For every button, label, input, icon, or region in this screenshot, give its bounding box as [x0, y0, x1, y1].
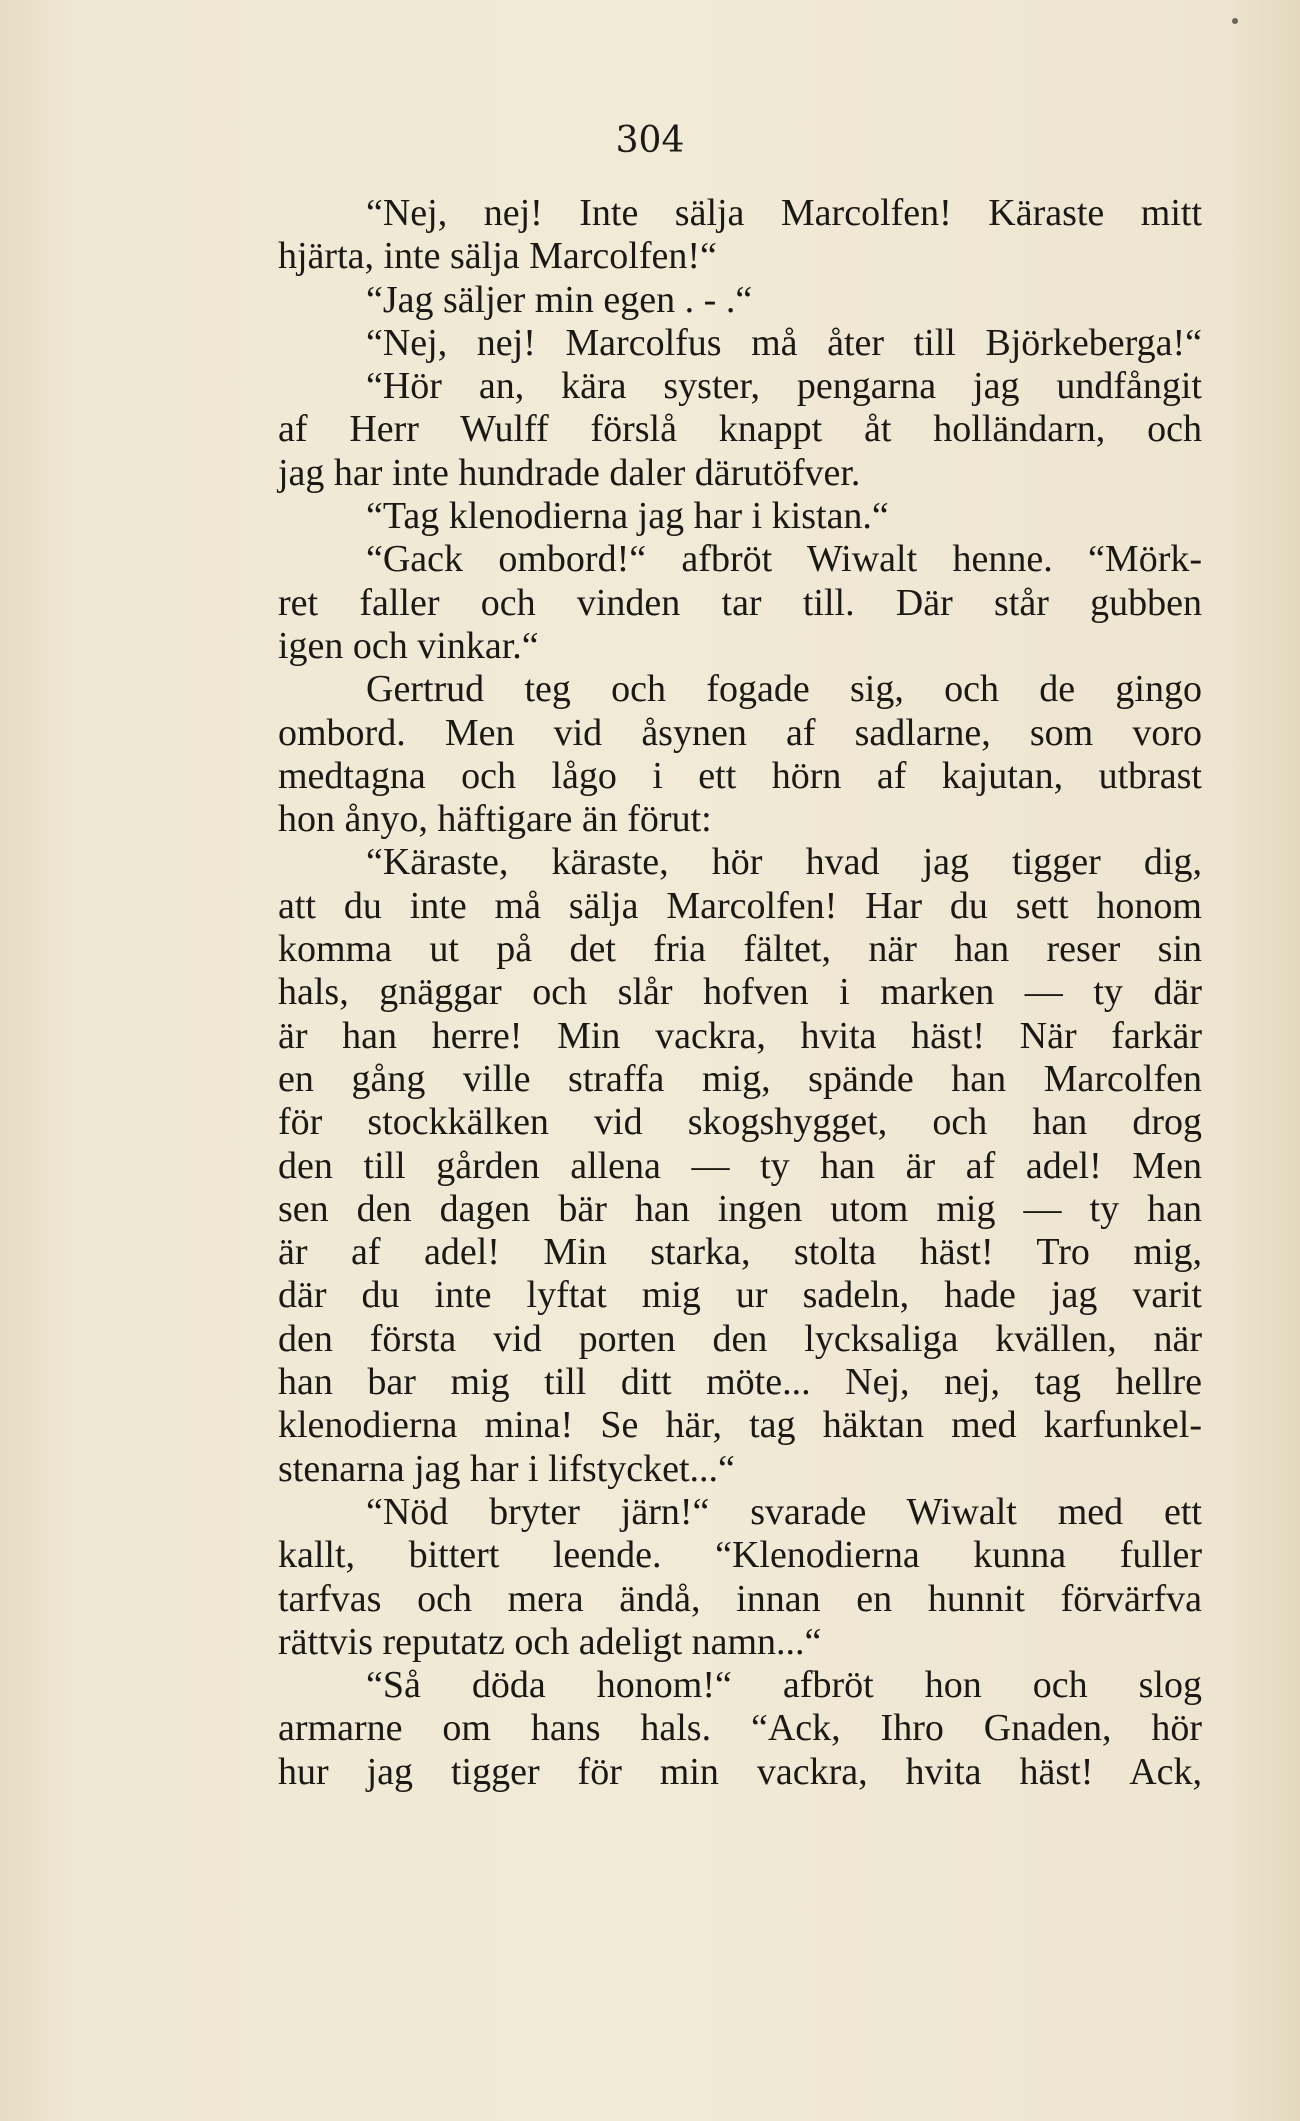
text-line: sen den dagen bär han ingen utom mig — ty han: [278, 1187, 1202, 1230]
text-line: “Hör an, kära syster, pengarna jag undfångit: [366, 365, 1202, 408]
text-line: är af adel! Min starka, stolta häst! Tro mig,: [278, 1231, 1202, 1274]
paper-speck: [1232, 18, 1238, 24]
text-line: han bar mig till ditt möte... Nej, nej, tag hellre: [278, 1361, 1202, 1404]
text-line: “Så döda honom!“ afbröt hon och slog: [366, 1664, 1202, 1707]
text-line: där du inte lyftat mig ur sadeln, hade jag varit: [278, 1274, 1202, 1317]
text-line: stenarna jag har i lifstycket...“: [278, 1447, 735, 1490]
text-line: jag har inte hundrade daler därutöfver.: [278, 451, 861, 494]
text-line: hur jag tigger för min vackra, hvita häst! Ack,: [278, 1750, 1202, 1793]
text-line: komma ut på det fria fältet, när han reser sin: [278, 928, 1202, 971]
text-line: “Käraste, käraste, hör hvad jag tigger dig,: [366, 841, 1202, 884]
text-line: tarfvas och mera ändå, innan en hunnit förvärfva: [278, 1577, 1202, 1620]
text-line: klenodierna mina! Se här, tag häktan med karfunkel-: [278, 1404, 1202, 1447]
text-line: är han herre! Min vackra, hvita häst! När farkär: [278, 1014, 1202, 1057]
text-line: “Gack ombord!“ afbröt Wiwalt henne. “Mörk-: [366, 538, 1202, 581]
text-line: en gång ville straffa mig, spände han Marcolfen: [278, 1057, 1202, 1100]
body-text: [278, 192, 1202, 1794]
text-line: “Nöd bryter järn!“ svarade Wiwalt med ett: [366, 1490, 1202, 1533]
text-line: för stockkälken vid skogshygget, och han drog: [278, 1101, 1202, 1144]
text-line: “Tag klenodierna jag har i kistan.“: [366, 495, 889, 538]
text-line: den första vid porten den lycksaliga kvällen, när: [278, 1317, 1202, 1360]
text-line: armarne om hans hals. “Ack, Ihro Gnaden, hör: [278, 1707, 1202, 1750]
text-line: rättvis reputatz och adeligt namn...“: [278, 1620, 822, 1663]
text-line: hon ånyo, häftigare än förut:: [278, 798, 712, 841]
text-line: “Jag säljer min egen . - .“: [366, 278, 753, 321]
text-line: den till gården allena — ty han är af adel! Men: [278, 1144, 1202, 1187]
text-line: kallt, bittert leende. “Klenodierna kunna fuller: [278, 1534, 1202, 1577]
text-line: ombord. Men vid åsynen af sadlarne, som voro: [278, 711, 1202, 754]
text-line: hjärta, inte sälja Marcolfen!“: [278, 235, 717, 278]
text-line: “Nej, nej! Marcolfus må åter till Björkeberga!“: [366, 321, 1202, 364]
page-number: 304: [615, 120, 685, 161]
text-line: af Herr Wulff förslå knappt åt holländarn, och: [278, 408, 1202, 451]
text-line: Gertrud teg och fogade sig, och de gingo: [366, 668, 1202, 711]
text-line: att du inte må sälja Marcolfen! Har du sett honom: [278, 884, 1202, 927]
text-line: medtagna och lågo i ett hörn af kajutan, utbrast: [278, 754, 1202, 797]
text-line: hals, gnäggar och slår hofven i marken — ty där: [278, 971, 1202, 1014]
text-line: igen och vinkar.“: [278, 624, 539, 667]
text-line: “Nej, nej! Inte sälja Marcolfen! Käraste mitt: [366, 192, 1202, 234]
text-line: ret faller och vinden tar till. Där står gubben: [278, 581, 1202, 624]
